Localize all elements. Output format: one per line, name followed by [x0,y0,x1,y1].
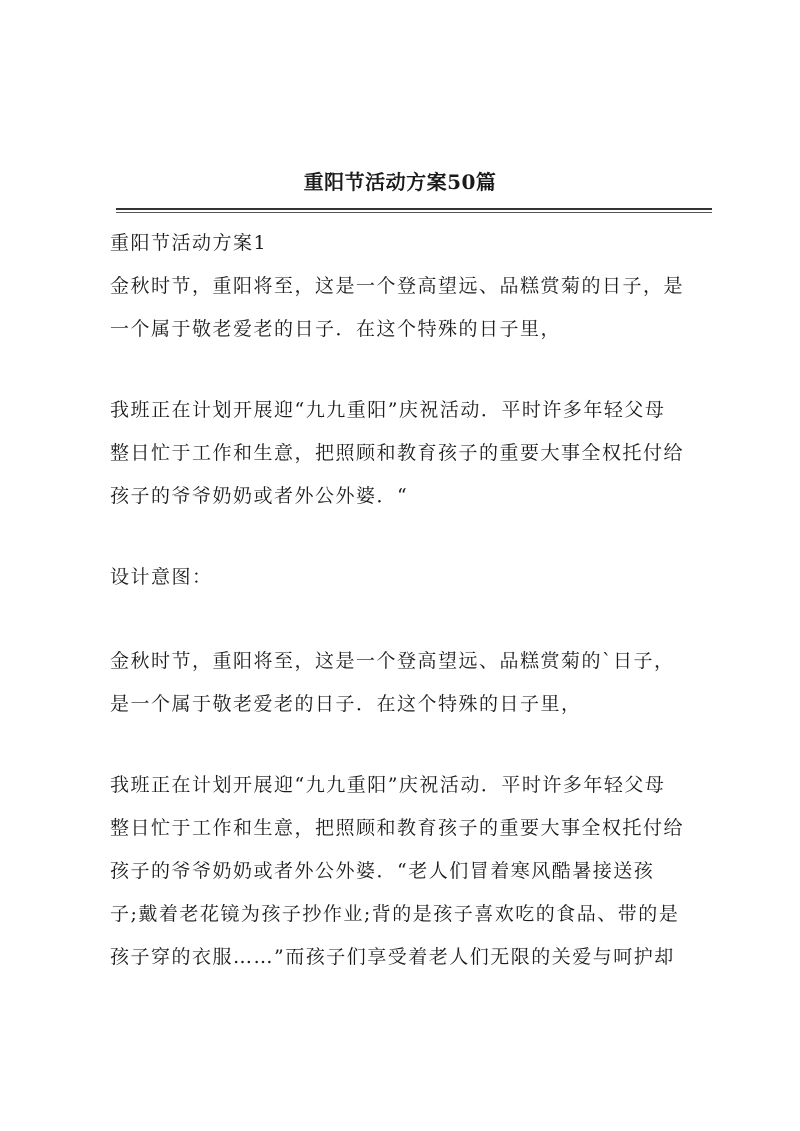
paragraph-line: 金秋时节，重阳将至，这是一个登高望远、品糕赏菊的日子，是 [110,275,685,297]
paragraph-line: 金秋时节，重阳将至，这是一个登高望远、品糕赏菊的`日子， [110,650,675,672]
paragraph-line: 是一个属于敬老爱老的日子．在这个特殊的日子里， [110,693,582,715]
paragraph-line: 我班正在计划开展迎“九九重阳”庆祝活动．平时许多年轻父母 [110,399,666,421]
section-heading: 重阳节活动方案1 [110,232,268,254]
page-title: 重阳节活动方案50篇 [303,170,497,194]
paragraph-line: 一个属于敬老爱老的日子．在这个特殊的日子里， [110,318,562,340]
paragraph-line: 我班正在计划开展迎“九九重阳”庆祝活动．平时许多年轻父母 [110,774,666,796]
paragraph-line: 孩子穿的衣服……”而孩子们享受着老人们无限的关爱与呵护却 [110,946,675,968]
title-divider [116,208,712,213]
subheading: 设计意图： [110,566,213,588]
paragraph-line: 整日忙于工作和生意，把照顾和教育孩子的重要大事全权托付给 [110,442,685,464]
paragraph-line: 子;戴着老花镜为孩子抄作业;背的是孩子喜欢吃的食品、带的是 [110,903,680,925]
paragraph-line: 孩子的爷爷奶奶或者外公外婆．“老人们冒着寒风酷暑接送孩 [110,860,655,882]
paragraph-line: 整日忙于工作和生意，把照顾和教育孩子的重要大事全权托付给 [110,817,685,839]
paragraph-line: 孩子的爷爷奶奶或者外公外婆．“ [110,485,409,507]
